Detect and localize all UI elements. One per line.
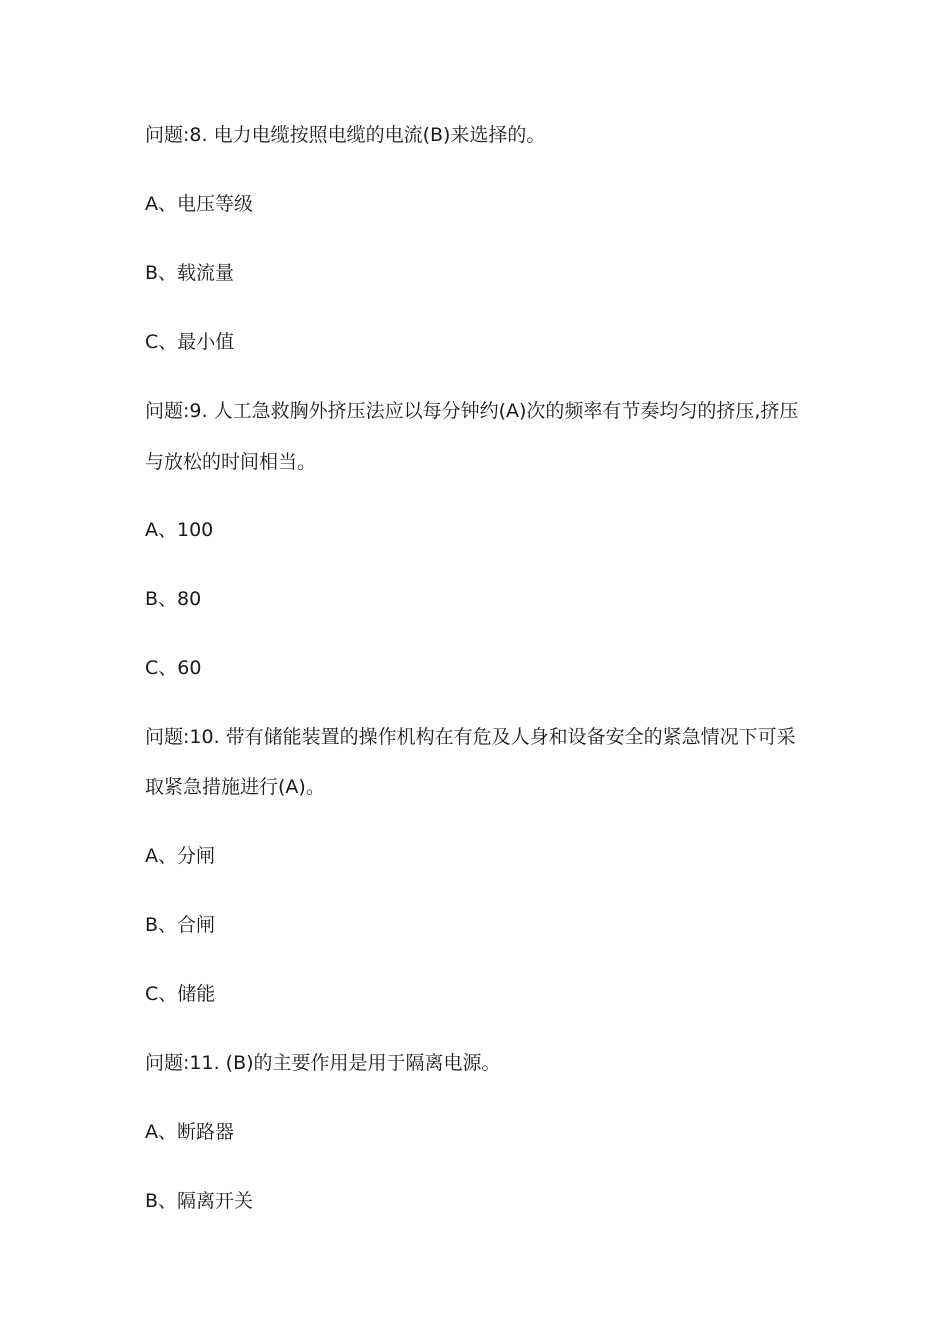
question-9-option-c: C、60	[145, 657, 202, 679]
question-8-text: 问题:8. 电力电缆按照电缆的电流(B)来选择的。	[145, 124, 546, 146]
question-10-text-line-1: 问题:10. 带有储能装置的操作机构在有危及人身和设备安全的紧急情况下可采	[145, 726, 796, 748]
question-9-option-b: B、80	[145, 588, 202, 610]
question-9-option-a: A、100	[145, 519, 214, 541]
question-11-text: 问题:11. (B)的主要作用是用于隔离电源。	[145, 1052, 501, 1074]
question-10-text-line-2: 取紧急措施进行(A)。	[145, 776, 325, 798]
question-10-option-b: B、合闸	[145, 914, 216, 936]
question-11-option-b: B、隔离开关	[145, 1190, 254, 1212]
question-8-option-b: B、载流量	[145, 262, 235, 284]
question-9-text-line-2: 与放松的时间相当。	[145, 451, 317, 473]
question-10-option-c: C、储能	[145, 983, 216, 1005]
question-11-option-a: A、断路器	[145, 1121, 234, 1143]
question-8-option-c: C、最小值	[145, 331, 235, 353]
question-8-option-a: A、电压等级	[145, 193, 253, 215]
question-9-text-line-1: 问题:9. 人工急救胸外挤压法应以每分钟约(A)次的频率有节奏均匀的挤压,挤压	[145, 400, 799, 422]
question-10-option-a: A、分闸	[145, 845, 215, 867]
